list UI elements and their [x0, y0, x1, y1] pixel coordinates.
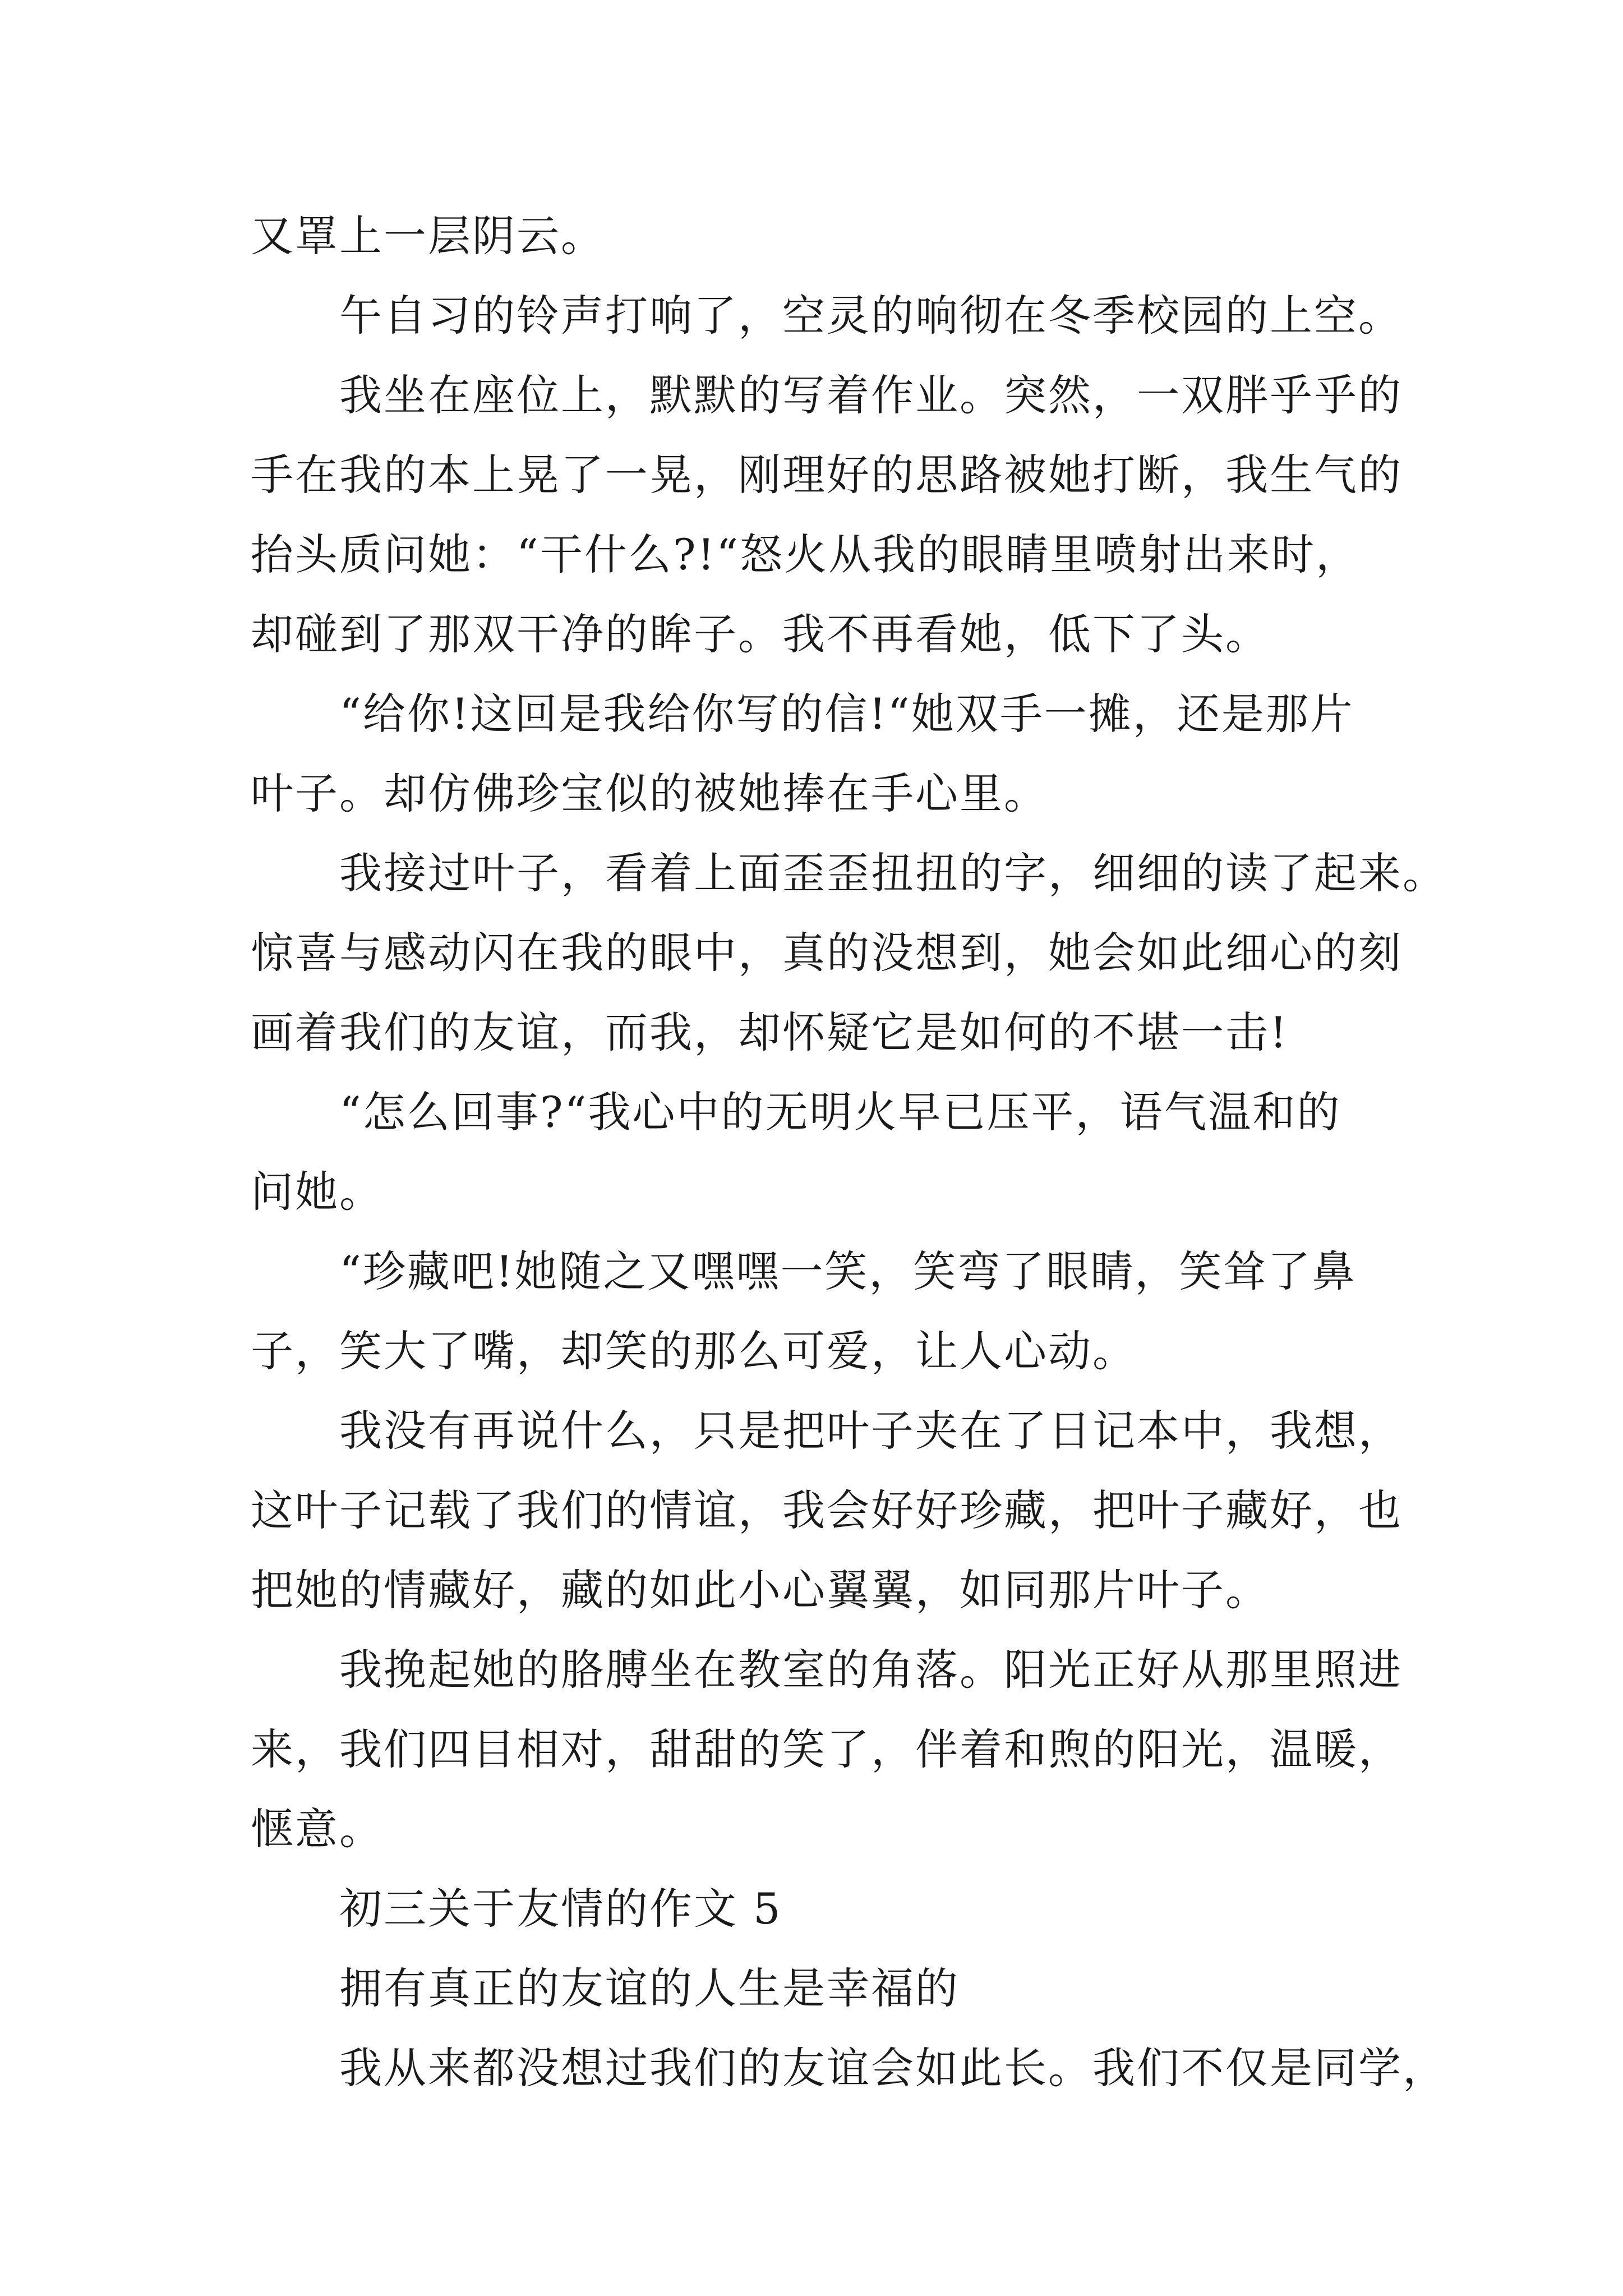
text-line: 子，笑大了嘴，却笑的那么可爱，让人心动。 [251, 1326, 1137, 1376]
text-line: 又罩上一层阴云。 [251, 211, 605, 261]
paragraph [251, 196, 1541, 276]
text-line: 我没有再说什么，只是把叶子夹在了日记本中，我想， [339, 1406, 1403, 1456]
text-line: 我坐在座位上，默默的写着作业。突然，一双胖乎乎的 [339, 370, 1403, 420]
document-body [251, 196, 1541, 2108]
paragraph [251, 1630, 1541, 1869]
paragraph [251, 834, 1541, 1073]
text-line: 惬意。 [251, 1804, 384, 1854]
text-line: 画着我们的友谊，而我，却怀疑它是如何的不堪一击! [251, 1007, 1289, 1057]
paragraph [251, 356, 1541, 674]
essay-title: 拥有真正的友谊的人生是幸福的 [339, 1963, 960, 2013]
text-line: 叶子。却仿佛珍宝似的被她捧在手心里。 [251, 769, 1048, 818]
text-line: 这叶子记载了我们的情谊，我会好好珍藏，把叶子藏好，也 [251, 1485, 1403, 1535]
text-line: 午自习的铃声打响了，空灵的响彻在冬季校园的上空。 [339, 291, 1403, 341]
text-line: 却碰到了那双干净的眸子。我不再看她，低下了头。 [251, 609, 1270, 659]
text-line: 问她。 [251, 1167, 384, 1217]
text-line: “给你!这回是我给你写的信!“她双手一摊，还是那片 [339, 689, 1354, 739]
text-line: “怎么回事?“我心中的无明火早已压平，语气温和的 [339, 1087, 1341, 1137]
text-line: 手在我的本上晃了一晃，刚理好的思路被她打断，我生气的 [251, 450, 1403, 500]
paragraph [251, 2028, 1541, 2108]
text-line: 惊喜与感动闪在我的眼中，真的没想到，她会如此细心的刻 [251, 928, 1403, 978]
text-line: 我挽起她的胳膊坐在教室的角落。阳光正好从那里照进 [339, 1645, 1403, 1695]
paragraph [251, 276, 1541, 356]
paragraph [251, 1073, 1541, 1232]
text-line: 来，我们四目相对，甜甜的笑了，伴着和煦的阳光，温暖， [251, 1724, 1403, 1774]
text-line: 把她的情藏好，藏的如此小心翼翼，如同那片叶子。 [251, 1565, 1270, 1615]
paragraph [251, 1391, 1541, 1630]
paragraph [251, 674, 1541, 834]
text-line: 抬头质问她：“干什么?!“怒火从我的眼睛里喷射出来时， [251, 530, 1360, 579]
essay-heading: 初三关于友情的作文 5 [339, 1884, 782, 1934]
text-line: “珍藏吧!她随之又嘿嘿一笑，笑弯了眼睛，笑耸了鼻 [339, 1246, 1357, 1296]
text-line: 我从来都没想过我们的友谊会如此长。我们不仅是同学， [339, 2043, 1447, 2093]
text-line: 我接过叶子，看着上面歪歪扭扭的字，细细的读了起来。 [339, 848, 1447, 898]
paragraph [251, 1232, 1541, 1391]
